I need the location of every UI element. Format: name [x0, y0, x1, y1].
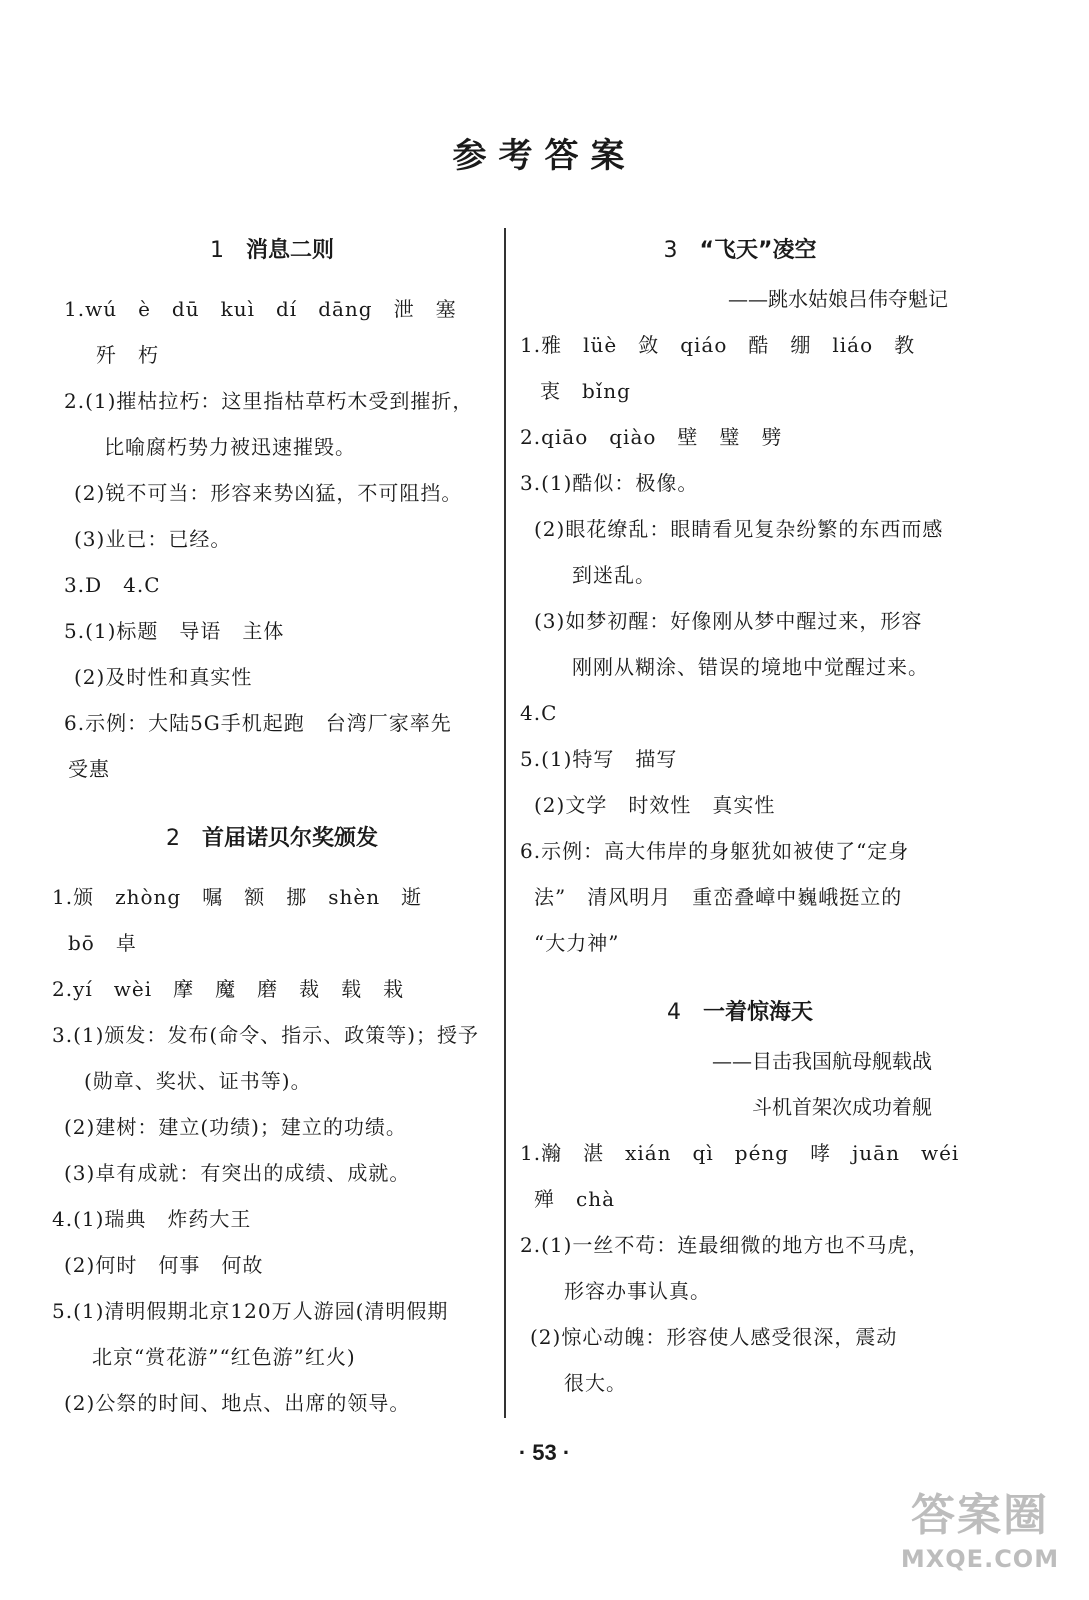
answer-line: 6.示例：高大伟岸的身躯犹如被使了“定身 — [520, 839, 910, 863]
watermark-logo — [890, 1488, 1070, 1588]
section-heading: 一着惊海天 — [702, 1000, 813, 1025]
section-1-title — [52, 232, 492, 270]
left-column — [52, 232, 492, 1426]
answer-line: bō 卓 — [68, 931, 137, 955]
section-subtitle: 斗机首架次成功着舰 — [752, 1095, 932, 1119]
answer-line: 衷 bǐng — [540, 379, 631, 403]
section-heading: 消息二则 — [245, 238, 334, 263]
answer-line: (2)眼花缭乱：眼睛看见复杂纷繁的东西而感 — [534, 517, 944, 541]
answer-line: 北京“赏花游”“红色游”红火) — [92, 1345, 356, 1369]
answer-line: (2)锐不可当：形容来势凶猛，不可阻挡。 — [74, 481, 463, 505]
answer-line: 5.(1)特写 描写 — [520, 747, 678, 771]
section-heading: 首届诺贝尔奖颁发 — [201, 826, 378, 851]
answer-line: 歼 朽 — [96, 343, 159, 367]
page-number: · 53 · — [518, 1440, 571, 1465]
answer-line: 殚 chà — [534, 1187, 616, 1211]
watermark-domain: MXQE.COM — [900, 1545, 1060, 1573]
section-number: 2 — [165, 826, 180, 851]
answer-line: 3.(1)酷似：极像。 — [520, 471, 699, 495]
answer-line: 2.(1)摧枯拉朽：这里指枯草朽木受到摧折， — [64, 389, 474, 413]
section-subtitle: ——目击我国航母舰载战 — [712, 1049, 932, 1073]
answer-line: 2.qiāo qiào 壁 璧 劈 — [520, 425, 783, 449]
watermark-text: 答案圈 — [911, 1490, 1049, 1541]
answer-line: 比喻腐朽势力被迅速摧毁。 — [104, 435, 356, 459]
answer-line: (2)公祭的时间、地点、出席的领导。 — [64, 1391, 411, 1415]
section-3-title — [520, 232, 960, 270]
answer-line: (勋章、奖状、证书等)。 — [84, 1069, 312, 1093]
answer-line: 3.D 4.C — [64, 573, 161, 597]
answer-line: 1.wú è dū kuì dí dāng 泄 塞 — [64, 297, 457, 321]
answer-line: 5.(1)标题 导语 主体 — [64, 619, 285, 643]
answer-line: 法” 清风明月 重峦叠嶂中巍峨挺立的 — [534, 885, 903, 909]
section-number: 3 — [663, 238, 678, 263]
section-heading: “飞天”凌空 — [699, 238, 817, 263]
page-title: 参考答案 — [452, 136, 637, 176]
answer-line: (3)业已：已经。 — [74, 527, 232, 551]
answer-line: (3)如梦初醒：好像刚从梦中醒过来，形容 — [534, 609, 923, 633]
section-number: 1 — [209, 238, 224, 263]
answer-line: 受惠 — [68, 757, 110, 781]
answer-line: 6.示例：大陆5G手机起跑 台湾厂家率先 — [64, 711, 452, 735]
answer-line: 形容办事认真。 — [564, 1279, 711, 1303]
answer-line: 4.(1)瑞典 炸药大王 — [52, 1207, 252, 1231]
answer-line: (3)卓有成就：有突出的成绩、成就。 — [64, 1161, 411, 1185]
answer-line: 2.yí wèi 摩 魔 磨 裁 载 栽 — [52, 977, 405, 1001]
answer-line: (2)及时性和真实性 — [74, 665, 253, 689]
answer-line: (2)惊心动魄：形容使人感受很深，震动 — [530, 1325, 898, 1349]
answer-line: “大力神” — [534, 931, 620, 955]
answer-line: 5.(1)清明假期北京120万人游园(清明假期 — [52, 1299, 449, 1323]
answer-line: (2)文学 时效性 真实性 — [534, 793, 776, 817]
answer-line: 4.C — [520, 701, 558, 725]
answer-line: 1.雅 lüè 敛 qiáo 酷 绷 liáo 教 — [520, 333, 916, 357]
answer-line: 1.瀚 湛 xián qì péng 哮 juān wéi — [520, 1141, 960, 1165]
answer-line: 2.(1)一丝不苟：连最细微的地方也不马虎， — [520, 1233, 930, 1257]
answer-line: 很大。 — [564, 1371, 627, 1395]
answer-line: 刚刚从糊涂、错误的境地中觉醒过来。 — [572, 655, 929, 679]
answer-line: (2)建树：建立(功绩)；建立的功绩。 — [64, 1115, 407, 1139]
column-divider — [504, 228, 506, 1418]
answer-line: 到迷乱。 — [572, 563, 656, 587]
right-column — [520, 232, 960, 1406]
answer-line: (2)何时 何事 何故 — [64, 1253, 264, 1277]
section-number: 4 — [666, 1000, 681, 1025]
section-subtitle: ——跳水姑娘吕伟夺魁记 — [728, 287, 948, 311]
answer-line: 1.颁 zhòng 嘱 额 挪 shèn 逝 — [52, 885, 423, 909]
section-4-title — [520, 994, 960, 1032]
answer-line: 3.(1)颁发：发布(命令、指示、政策等)；授予 — [52, 1023, 480, 1047]
section-2-title — [52, 820, 492, 858]
